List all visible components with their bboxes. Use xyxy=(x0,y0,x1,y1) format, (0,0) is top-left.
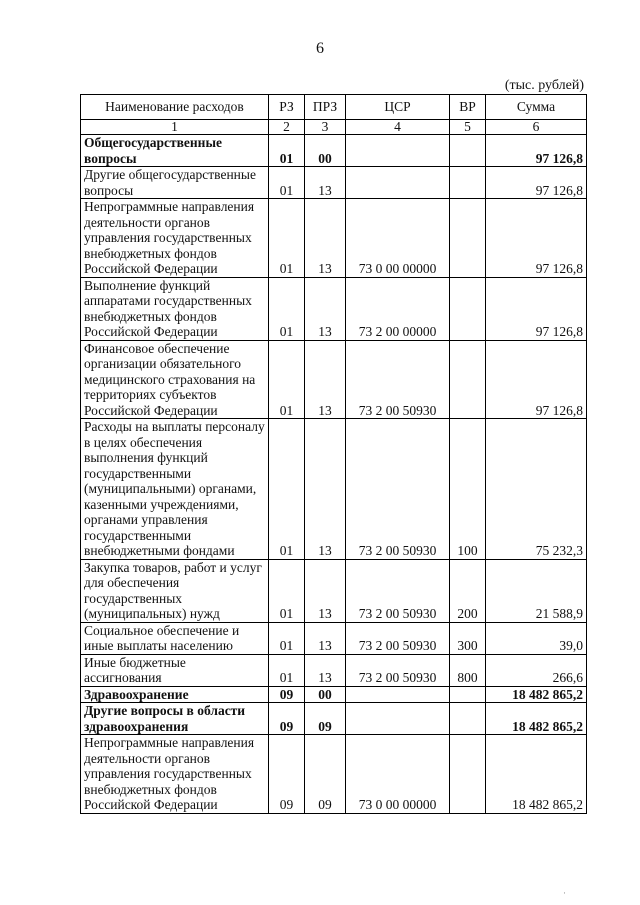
column-number: 4 xyxy=(346,120,450,135)
row-rz: 01 xyxy=(269,622,305,654)
budget-table xyxy=(80,94,587,814)
row-sum: 18 482 865,2 xyxy=(486,703,587,735)
row-sum: 75 232,3 xyxy=(486,419,587,560)
row-csr: 73 2 00 50930 xyxy=(346,419,450,560)
row-prz: 00 xyxy=(305,135,346,167)
row-prz: 13 xyxy=(305,419,346,560)
row-sum: 97 126,8 xyxy=(486,199,587,278)
row-vr xyxy=(450,167,486,199)
row-name: Непрограммные направления деятельности органов управления государственных внебюджетных фондов Российской Федерации xyxy=(81,199,269,278)
row-rz: 09 xyxy=(269,703,305,735)
row-rz: 01 xyxy=(269,340,305,419)
row-csr: 73 2 00 00000 xyxy=(346,277,450,340)
row-rz: 01 xyxy=(269,419,305,560)
table-row xyxy=(81,135,587,167)
row-name: Расходы на выплаты персоналу в целях обеспечения выполнения функций государственными (муниципальными) органами, казенными учреждениями, органами управления государственными внебюджетными фондами xyxy=(81,419,269,560)
header-vr: ВР xyxy=(450,95,486,120)
table-row xyxy=(81,167,587,199)
row-csr: 73 2 00 50930 xyxy=(346,559,450,622)
row-vr xyxy=(450,703,486,735)
row-prz: 13 xyxy=(305,199,346,278)
row-csr: 73 2 00 50930 xyxy=(346,622,450,654)
column-number: 6 xyxy=(486,120,587,135)
row-csr: 73 2 00 50930 xyxy=(346,654,450,686)
row-sum: 39,0 xyxy=(486,622,587,654)
page-number: 6 xyxy=(316,40,324,57)
row-prz: 13 xyxy=(305,277,346,340)
row-sum: 18 482 865,2 xyxy=(486,735,587,814)
row-vr: 100 xyxy=(450,419,486,560)
table-row xyxy=(81,199,587,278)
row-prz: 13 xyxy=(305,622,346,654)
row-csr xyxy=(346,135,450,167)
row-rz: 01 xyxy=(269,199,305,278)
table-row xyxy=(81,559,587,622)
row-vr: 300 xyxy=(450,622,486,654)
table-row xyxy=(81,419,587,560)
table-row xyxy=(81,277,587,340)
row-prz: 00 xyxy=(305,686,346,703)
header-sum: Сумма xyxy=(486,95,587,120)
row-vr xyxy=(450,735,486,814)
row-name: Здравоохранение xyxy=(81,686,269,703)
row-vr xyxy=(450,199,486,278)
row-name: Другие общегосударственные вопросы xyxy=(81,167,269,199)
column-number: 1 xyxy=(81,120,269,135)
row-csr xyxy=(346,703,450,735)
header-rz: РЗ xyxy=(269,95,305,120)
row-sum: 21 588,9 xyxy=(486,559,587,622)
table-row xyxy=(81,703,587,735)
row-prz: 13 xyxy=(305,340,346,419)
units-label: (тыс. рублей) xyxy=(504,78,584,93)
row-name: Социальное обеспечение и иные выплаты населению xyxy=(81,622,269,654)
header-name: Наименование расходов xyxy=(81,95,269,120)
row-prz: 13 xyxy=(305,654,346,686)
table-row xyxy=(81,340,587,419)
row-rz: 01 xyxy=(269,135,305,167)
row-prz: 13 xyxy=(305,559,346,622)
table-row xyxy=(81,686,587,703)
row-name: Непрограммные направления деятельности органов управления государственных внебюджетных фондов Российской Федерации xyxy=(81,735,269,814)
row-sum: 18 482 865,2 xyxy=(486,686,587,703)
row-csr: 73 2 00 50930 xyxy=(346,340,450,419)
table-row xyxy=(81,654,587,686)
row-vr xyxy=(450,277,486,340)
row-sum: 97 126,8 xyxy=(486,340,587,419)
row-prz: 13 xyxy=(305,167,346,199)
row-vr xyxy=(450,340,486,419)
row-csr: 73 0 00 00000 xyxy=(346,735,450,814)
row-name: Иные бюджетные ассигнования xyxy=(81,654,269,686)
row-csr xyxy=(346,686,450,703)
row-rz: 01 xyxy=(269,559,305,622)
column-number: 3 xyxy=(305,120,346,135)
row-vr xyxy=(450,686,486,703)
row-rz: 09 xyxy=(269,686,305,703)
row-sum: 97 126,8 xyxy=(486,277,587,340)
row-rz: 09 xyxy=(269,735,305,814)
header-csr: ЦСР xyxy=(346,95,450,120)
row-name: Общегосударственные вопросы xyxy=(81,135,269,167)
scan-mark: · xyxy=(563,888,566,898)
row-name: Другие вопросы в области здравоохранения xyxy=(81,703,269,735)
row-vr: 200 xyxy=(450,559,486,622)
column-number: 5 xyxy=(450,120,486,135)
row-csr xyxy=(346,167,450,199)
table-row xyxy=(81,622,587,654)
row-vr: 800 xyxy=(450,654,486,686)
row-csr: 73 0 00 00000 xyxy=(346,199,450,278)
row-sum: 266,6 xyxy=(486,654,587,686)
row-sum: 97 126,8 xyxy=(486,167,587,199)
table-row xyxy=(81,735,587,814)
header-prz: ПРЗ xyxy=(305,95,346,120)
row-prz: 09 xyxy=(305,703,346,735)
row-name: Выполнение функций аппаратами государственных внебюджетных фондов Российской Федерации xyxy=(81,277,269,340)
column-number-row xyxy=(81,120,587,135)
row-rz: 01 xyxy=(269,654,305,686)
row-rz: 01 xyxy=(269,167,305,199)
row-prz: 09 xyxy=(305,735,346,814)
row-name: Закупка товаров, работ и услуг для обеспечения государственных (муниципальных) нужд xyxy=(81,559,269,622)
row-rz: 01 xyxy=(269,277,305,340)
table-header-row xyxy=(81,95,587,120)
row-sum: 97 126,8 xyxy=(486,135,587,167)
row-vr xyxy=(450,135,486,167)
row-name: Финансовое обеспечение организации обязательного медицинского страхования на территориях субъектов Российской Федерации xyxy=(81,340,269,419)
column-number: 2 xyxy=(269,120,305,135)
